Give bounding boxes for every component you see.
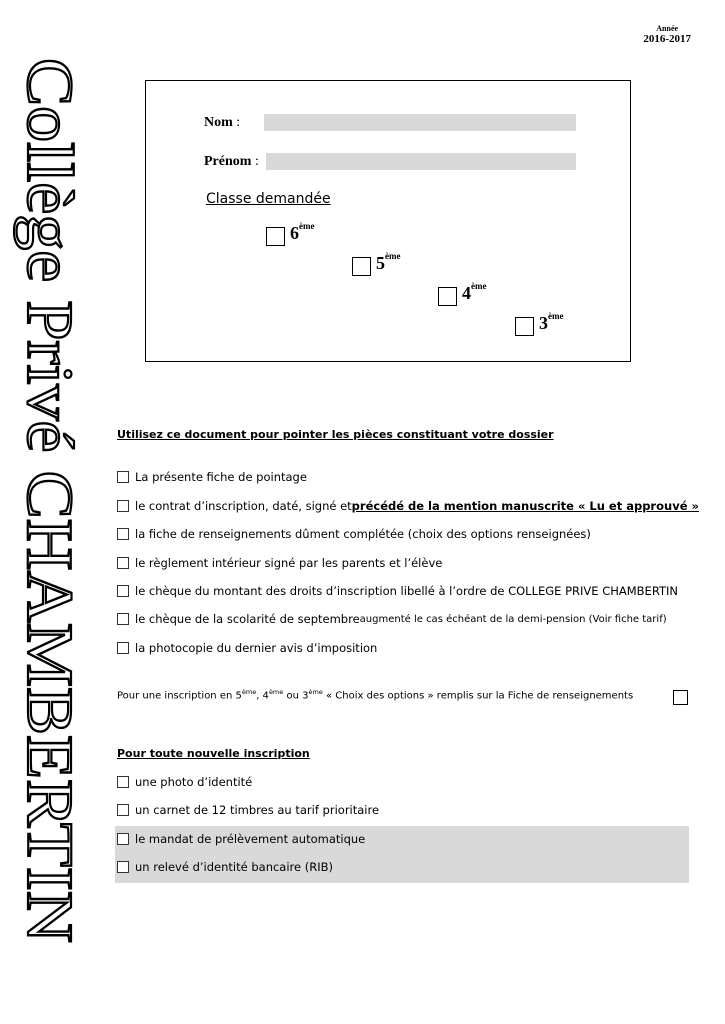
options-note: Pour une inscription en 5ème, 4ème ou 3ème « Choix des options » remplis sur la Fiche de renseignements: [117, 688, 634, 702]
new-inscription-title: Pour toute nouvelle inscription: [117, 747, 310, 760]
checkbox[interactable]: [117, 471, 129, 483]
school-name-vertical: [8, 58, 103, 958]
options-checkbox[interactable]: [673, 690, 688, 705]
level-6-checkbox[interactable]: [266, 227, 285, 246]
nom-label-wrap: Nom :: [204, 115, 241, 130]
nom-field[interactable]: [264, 114, 576, 131]
year-label: Année: [656, 24, 679, 33]
list-item: le mandat de prélèvement automatique: [117, 832, 365, 846]
year-value: 2016-2017: [643, 33, 691, 45]
checklist-title: Utilisez ce document pour pointer les pièces constituant votre dossier: [117, 428, 554, 441]
checkbox[interactable]: [117, 804, 129, 816]
level-5-checkbox[interactable]: [352, 257, 371, 276]
list-item: le chèque de la scolarité de septembre augmenté le cas échéant de la demi-pension (Voir fiche tarif): [117, 612, 667, 626]
checkbox[interactable]: [117, 861, 129, 873]
level-4[interactable]: 4 $^{ème}$: [438, 283, 487, 306]
school-name-text: Collège Privé CHAMBERTIN: [13, 58, 86, 868]
list-item: un relevé d’identité bancaire (RIB): [117, 860, 333, 874]
list-item: le chèque du montant des droits d’inscription libellé à l’ordre de COLLEGE PRIVE CHAMBERTIN: [117, 584, 678, 598]
list-item: la fiche de renseignements dûment complétée (choix des options renseignées): [117, 527, 591, 541]
checkbox[interactable]: [117, 776, 129, 788]
checkbox[interactable]: [117, 557, 129, 569]
level-5[interactable]: 5 $^{ème}$: [352, 253, 401, 276]
list-item: le règlement intérieur signé par les parents et l’élève: [117, 556, 442, 570]
list-item: la photocopie du dernier avis d’imposition: [117, 641, 377, 655]
checkbox[interactable]: [117, 613, 129, 625]
checkbox[interactable]: [117, 642, 129, 654]
classe-label: Classe demandée: [206, 191, 331, 207]
prenom-label-wrap: Prénom :: [204, 154, 259, 169]
identity-box: [145, 80, 631, 362]
checkbox[interactable]: [117, 500, 129, 512]
checkbox[interactable]: [117, 585, 129, 597]
list-item: La présente fiche de pointage: [117, 470, 307, 484]
year-block: [643, 24, 691, 45]
list-item: le contrat d’inscription, daté, signé et précédé de la mention manuscrite « Lu et approuvé »: [117, 499, 699, 513]
prenom-label: Prénom: [204, 154, 252, 169]
prenom-field[interactable]: [266, 153, 576, 170]
level-3[interactable]: 3 $^{ème}$: [515, 313, 564, 336]
level-4-checkbox[interactable]: [438, 287, 457, 306]
checkbox[interactable]: [117, 833, 129, 845]
checkbox[interactable]: [117, 528, 129, 540]
list-item: un carnet de 12 timbres au tarif prioritaire: [117, 803, 379, 817]
list-item: une photo d’identité: [117, 775, 252, 789]
level-6[interactable]: 6 $^{ème}$: [266, 223, 315, 246]
nom-label: Nom: [204, 115, 233, 130]
level-3-checkbox[interactable]: [515, 317, 534, 336]
